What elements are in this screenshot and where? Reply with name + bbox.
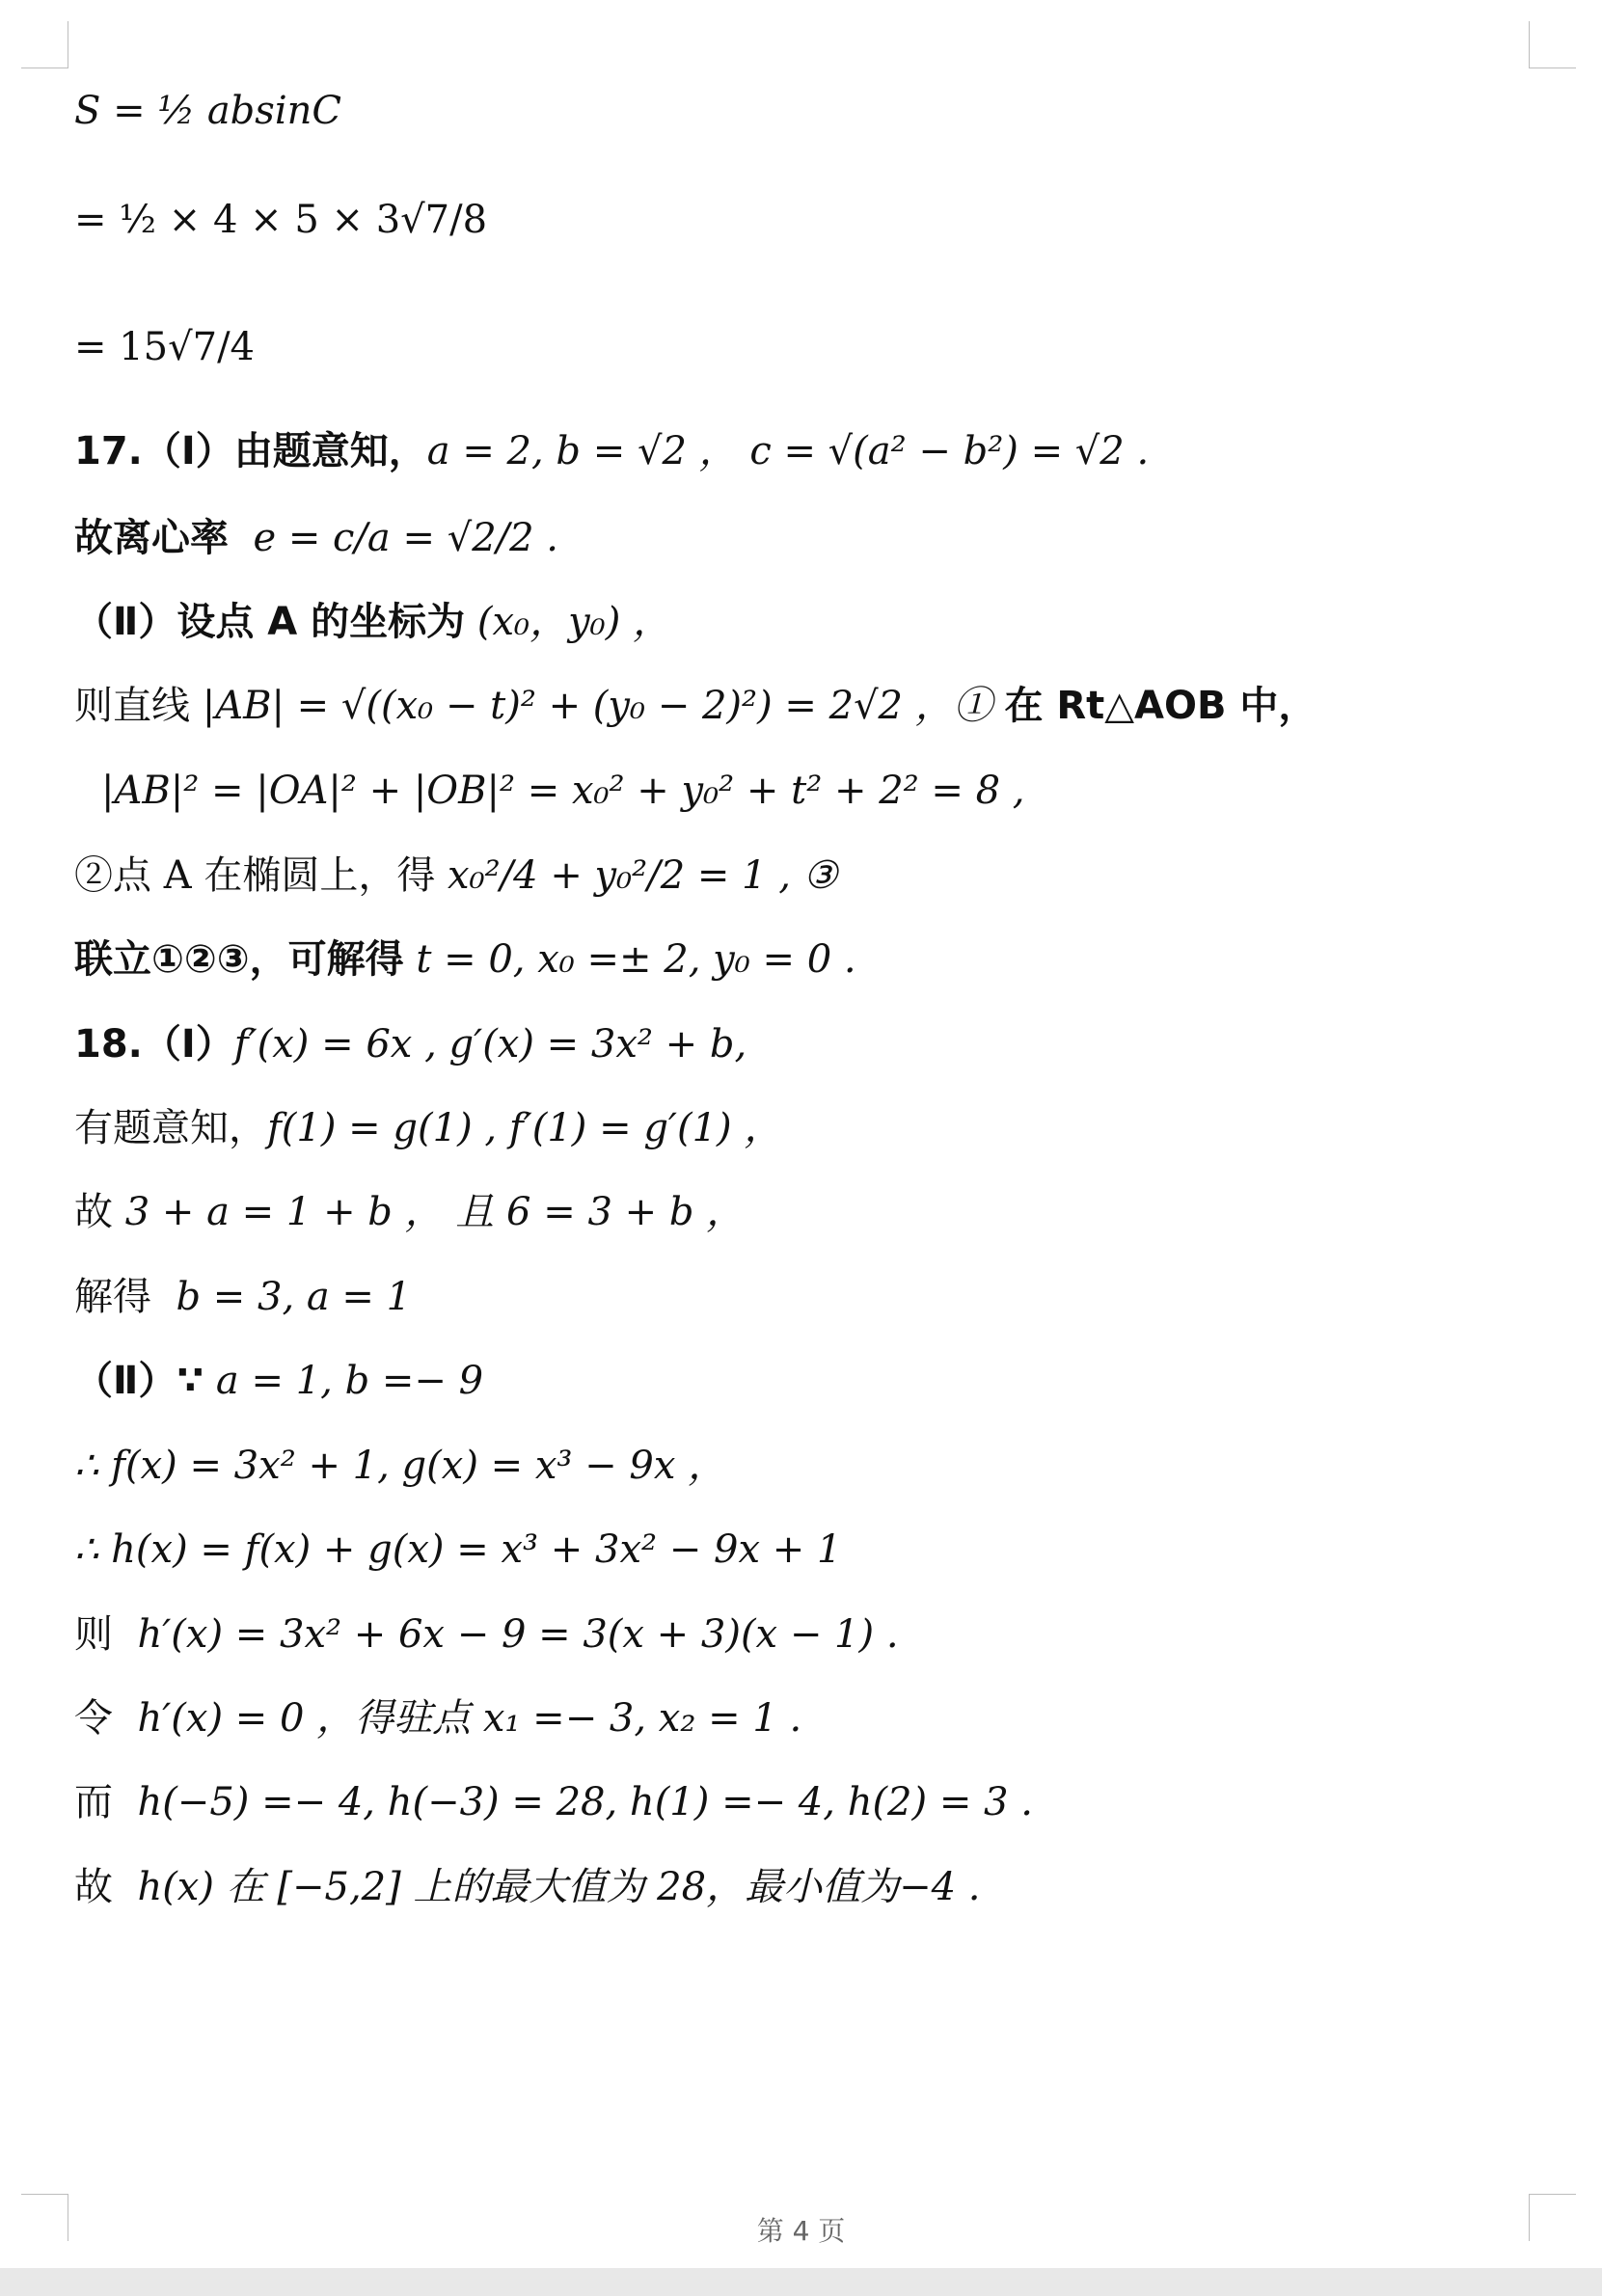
q18-conditions [74,1106,1521,1150]
ab-distance-prefix: 则直线 [74,684,190,728]
area-formula [74,89,1521,133]
q18-part2-label: （Ⅱ）∵ [74,1359,204,1403]
bottom-bar [0,2268,1602,2296]
conclusion-text: h(x) 在 [−5,2] 上的最大值为 28，最小值为−4 . [137,1865,981,1909]
q18-part2-given: a = 1, b =− 9 [215,1359,484,1403]
area-step1-text: = ½ × 4 × 5 × 3√7/8 [74,198,488,242]
conclusion-prefix: 故 [74,1865,113,1909]
page-corner-mark [1529,21,1576,68]
q18-conditions-prefix: 有题意知， [74,1106,267,1150]
q17-part2 [74,600,1521,644]
q18-conditions-text: f(1) = g(1) , f′(1) = g′(1) ， [267,1106,783,1150]
q18-equations [74,1190,1521,1234]
eccentricity [74,516,1521,560]
q18-solution-text: b = 3, a = 1 [176,1275,412,1319]
h-derivative-text: h′(x) = 3x² + 6x − 9 = 3(x + 3)(x − 1) . [137,1612,899,1657]
q18-part2 [74,1359,1521,1403]
ellipse-prefix: ②点 A 在椭圆上，得 [74,853,436,898]
solve-result: t = 0, x₀ =± 2, y₀ = 0 . [416,937,856,982]
ab-distance [74,684,1521,728]
q18-solution [74,1275,1521,1319]
area-result-text: = 15√7/4 [74,325,255,369]
fg-definition [74,1444,1521,1488]
q18-label: 18.（Ⅰ） [74,1022,234,1067]
conclusion [74,1865,1521,1909]
h-derivative-prefix: 则 [74,1612,113,1657]
critical-points [74,1696,1521,1741]
q18-solution-prefix: 解得 [74,1275,151,1319]
critical-points-prefix: 令 [74,1696,113,1741]
solve-system [74,937,1521,982]
q18-part1 [74,1022,1521,1067]
ab-distance-suffix: 在 Rt△AOB 中， [1004,684,1317,728]
critical-points-text: h′(x) = 0 ，得驻点 x₁ =− 3, x₂ = 1 . [137,1696,802,1741]
h-derivative [74,1612,1521,1657]
function-values-prefix: 而 [74,1780,113,1824]
page-corner-mark [21,21,68,68]
h-definition-text: ∴ h(x) = f(x) + g(x) = x³ + 3x² − 9x + 1 [74,1527,842,1572]
pythagoras-text: |AB|² = |OA|² + |OB|² = x₀² + y₀² + t² + 2² = 8 , [101,769,1025,813]
ellipse-equation: x₀²/4 + y₀²/2 = 1 , ③ [448,853,838,898]
ellipse-condition [74,853,1521,898]
pythagoras [101,769,1548,813]
q18-equations-prefix: 故 [74,1190,113,1234]
q18-derivatives: f′(x) = 6x , g′(x) = 3x² + b, [233,1022,747,1067]
area-formula-text: S = ½ absinC [74,89,341,133]
q17-part2-coord: (x₀，y₀) ， [476,600,672,644]
q18-equations-text: 3 + a = 1 + b ， 且 6 = 3 + b ， [124,1190,746,1234]
page-number: 第 4 页 [756,2215,846,2247]
area-step1 [74,198,1521,242]
h-definition [74,1527,1521,1572]
solve-prefix: 联立①②③，可解得 [74,937,404,982]
ab-distance-expr: |AB| = √((x₀ − t)² + (y₀ − 2)²) = 2√2 ，① [202,684,992,728]
area-result [74,325,1521,369]
fg-definition-text: ∴ f(x) = 3x² + 1, g(x) = x³ − 9x ， [74,1444,727,1488]
eccentricity-value: e = c/a = √2/2 . [253,516,559,560]
q17-label: 17.（Ⅰ）由题意知， [74,429,427,473]
function-values [74,1780,1521,1824]
eccentricity-label: 故离心率 [74,516,229,560]
q17-part2-label: （Ⅱ）设点 A 的坐标为 [74,600,466,644]
q17-part1 [74,429,1521,473]
q17-values: a = 2, b = √2 ， c = √(a² − b²) = √2 . [426,429,1150,473]
function-values-text: h(−5) =− 4, h(−3) = 28, h(1) =− 4, h(2) = 3 . [137,1780,1033,1824]
